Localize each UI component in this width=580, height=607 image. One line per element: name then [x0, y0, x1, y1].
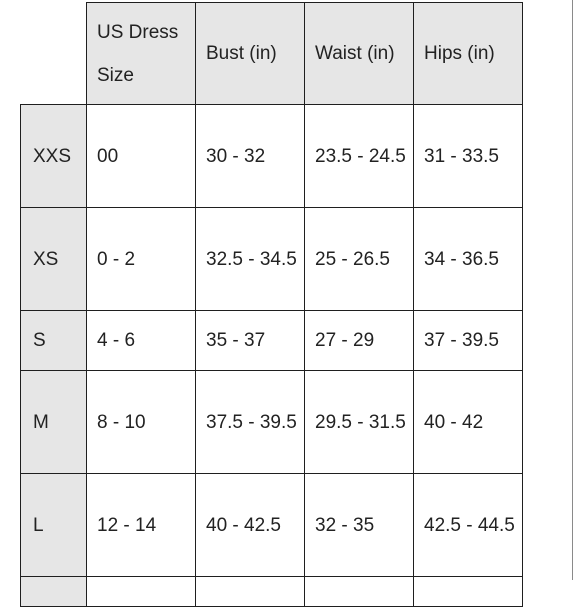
bust-cell: 30 - 32	[196, 105, 305, 208]
bust-cell: 35 - 37	[196, 311, 305, 371]
size-label: L	[21, 474, 87, 577]
empty-cell	[196, 577, 305, 607]
size-label-empty	[21, 577, 87, 607]
hips-cell: 37 - 39.5	[414, 311, 523, 371]
waist-cell: 29.5 - 31.5	[305, 371, 414, 474]
waist-cell: 32 - 35	[305, 474, 414, 577]
hips-cell: 31 - 33.5	[414, 105, 523, 208]
table-row	[21, 105, 523, 208]
dress-size-cell: 12 - 14	[87, 474, 196, 577]
hips-cell: 40 - 42	[414, 371, 523, 474]
table-row	[21, 311, 523, 371]
waist-cell: 23.5 - 24.5	[305, 105, 414, 208]
header-row	[21, 3, 523, 105]
size-chart-table	[20, 2, 523, 607]
bust-cell: 37.5 - 39.5	[196, 371, 305, 474]
waist-cell: 25 - 26.5	[305, 208, 414, 311]
dress-size-cell: 8 - 10	[87, 371, 196, 474]
hips-cell: 34 - 36.5	[414, 208, 523, 311]
bust-cell: 40 - 42.5	[196, 474, 305, 577]
dress-size-cell: 4 - 6	[87, 311, 196, 371]
header-hips: Hips (in)	[414, 3, 523, 105]
table-row	[21, 474, 523, 577]
waist-cell: 27 - 29	[305, 311, 414, 371]
empty-cell	[305, 577, 414, 607]
dress-size-cell: 00	[87, 105, 196, 208]
header-us-dress-size: US Dress Size	[87, 3, 196, 105]
hips-cell: 42.5 - 44.5	[414, 474, 523, 577]
table-row	[21, 208, 523, 311]
empty-cell	[414, 577, 523, 607]
size-label: S	[21, 311, 87, 371]
dress-size-cell: 0 - 2	[87, 208, 196, 311]
header-waist: Waist (in)	[305, 3, 414, 105]
size-label: XS	[21, 208, 87, 311]
size-label: XXS	[21, 105, 87, 208]
corner-cell	[21, 3, 87, 105]
bust-cell: 32.5 - 34.5	[196, 208, 305, 311]
table-row-cut-off	[21, 577, 523, 607]
table-row	[21, 371, 523, 474]
size-label: M	[21, 371, 87, 474]
page-edge-line	[572, 0, 573, 580]
empty-cell	[87, 577, 196, 607]
header-bust: Bust (in)	[196, 3, 305, 105]
